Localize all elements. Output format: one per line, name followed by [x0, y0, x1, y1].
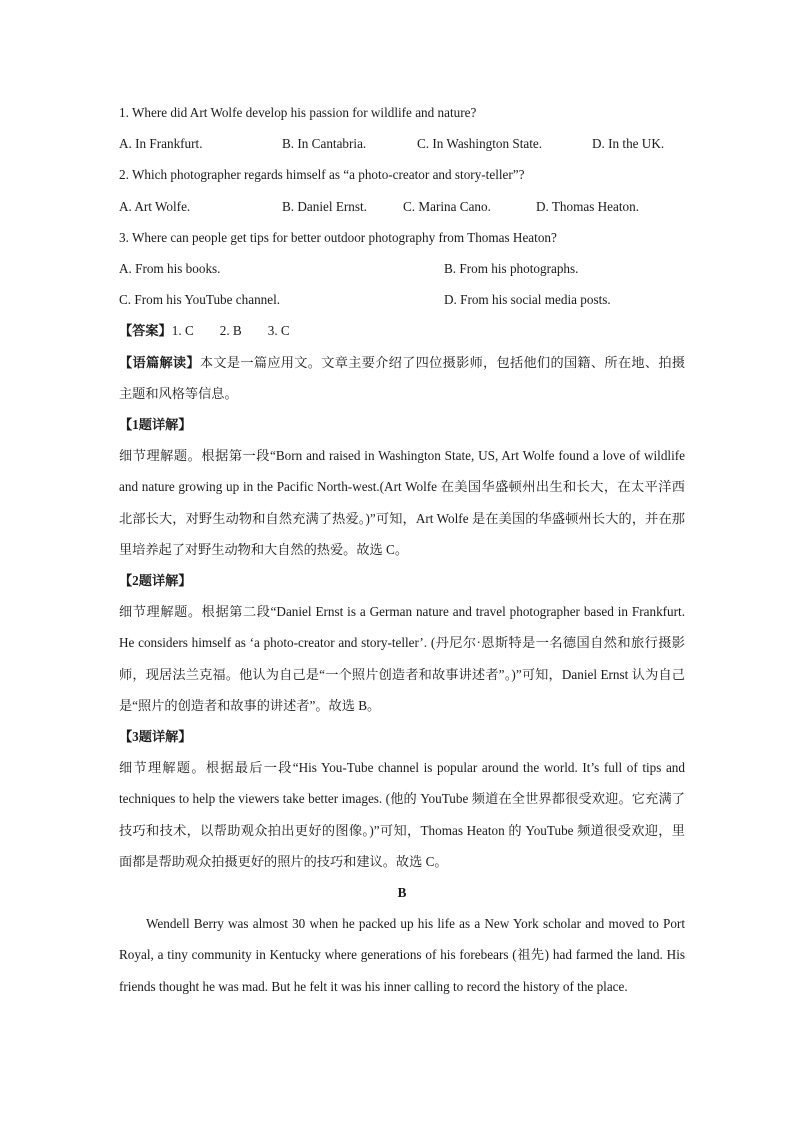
- question-1-stem: 1. Where did Art Wolfe develop his passion for wildlife and nature?: [119, 105, 477, 120]
- answer-row: [119, 315, 685, 346]
- detail-1-heading: 【1题详解】: [119, 416, 192, 432]
- detail-2-heading: 【2题详解】: [119, 572, 192, 588]
- option-a: A. In Frankfurt.: [119, 136, 203, 152]
- interpretation: [119, 347, 685, 409]
- question-2-options: [119, 191, 685, 222]
- answer-item: 1. C: [171, 323, 194, 339]
- question-2-stem: 2. Which photographer regards himself as “a photo-creator and story-teller”?: [119, 167, 525, 183]
- question-3-stem: 3. Where can people get tips for better outdoor photography from Thomas Heaton?: [119, 229, 557, 245]
- answer-label: 【答案】: [119, 323, 172, 339]
- detail-1-text: 细节理解题。根据第一段“Born and raised in Washington State, US, Art Wolfe found a love of wildlife and nature growing up in the Pacific North-west.(Art Wolfe 在美国华盛顿州出生和长大，在太平洋西北部长大，对野生动物和自然充满了热爱。)”可知，Art Wolfe 是在美国的华盛顿州长大的，并在那里培养起了对野生动物和大自然的热爱。故选 C。: [119, 448, 685, 557]
- detail-3-heading: 【3题详解】: [119, 728, 192, 744]
- option-b: B. Daniel Ernst.: [282, 198, 367, 214]
- detail-2-text: 细节理解题。根据第二段“Daniel Ernst is a German nature and travel photographer based in Frankfurt. He considers himself as ‘a photo-creator and story-teller’. (丹尼尔·恩斯特是一名德国自然和旅行摄影师，现居法兰克福。他认为自己是“一个照片创造者和故事讲述者”。)”可知，Daniel Ernst 认为自己是“照片的创造者和故事的讲述者”。故选 B。: [119, 604, 685, 713]
- question-3-options-row-2: [119, 284, 685, 315]
- question-3-options-row-1: [119, 253, 685, 284]
- option-c: C. From his YouTube channel.: [119, 292, 281, 308]
- answer-item: 2. B: [219, 323, 242, 339]
- option-d: D. Thomas Heaton.: [536, 198, 640, 214]
- option-a: A. From his books.: [119, 260, 221, 276]
- document-page: [119, 97, 685, 1002]
- option-d: D. In the UK.: [592, 136, 665, 152]
- option-c: C. Marina Cano.: [403, 198, 491, 214]
- option-d: D. From his social media posts.: [444, 292, 611, 308]
- interpretation-text: 本文是一篇应用文。文章主要介绍了四位摄影师，包括他们的国籍、所在地、拍摄主题和风格等信息。: [119, 354, 686, 401]
- section-b-title: B: [397, 884, 407, 900]
- option-c: C. In Washington State.: [417, 136, 543, 152]
- question-1-options: [119, 128, 685, 159]
- section-b-paragraph: Wendell Berry was almost 30 when he packed up his life as a New York scholar and moved to Port Royal, a tiny community in Kentucky where generations of his forebears (祖先) had farmed the land. His friends thought he was mad. But he felt it was his inner calling to record the history of the place.: [119, 916, 685, 994]
- option-b: B. In Cantabria.: [282, 136, 367, 152]
- interpretation-label: 【语篇解读】: [119, 354, 200, 370]
- detail-3-text: 细节理解题。根据最后一段“His You-Tube channel is popular around the world. It’s full of tips and techniques to help the viewers take better images. (他的 YouTube 频道在全世界都很受欢迎。它充满了技巧和技术，以帮助观众拍出更好的图像。)”可知，Thomas Heaton 的 YouTube 频道很受欢迎，里面都是帮助观众拍摄更好的照片的技巧和建议。故选 C。: [119, 760, 685, 869]
- option-b: B. From his photographs.: [444, 260, 579, 276]
- option-a: A. Art Wolfe.: [119, 198, 191, 214]
- answer-item: 3. C: [267, 323, 290, 339]
